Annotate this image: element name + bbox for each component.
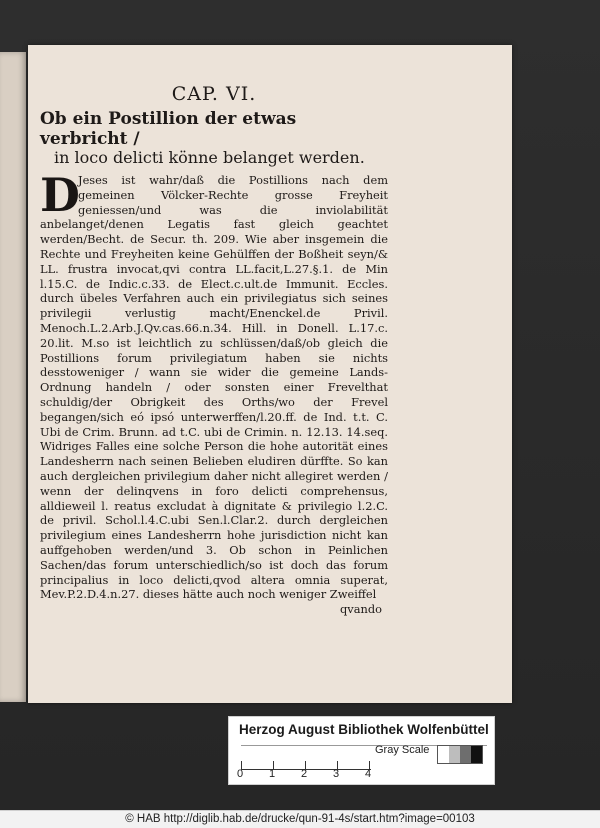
gray-scale-bar [437, 745, 483, 764]
ruler-numbers [237, 768, 387, 782]
body-paragraph [40, 168, 388, 602]
chapter-subheading: in loco delicti könne belanget werden. [54, 148, 365, 167]
ruler-number: 1 [269, 768, 276, 780]
drop-cap: D [40, 168, 80, 222]
gray-scale-label: Gray Scale [375, 744, 430, 756]
chapter-number: CAP. VI. [171, 83, 257, 105]
ruler-number: 3 [333, 768, 340, 780]
page-text-block [40, 83, 388, 616]
copyright-footer: © HAB http://diglib.hab.de/drucke/qun-91-4s/start.htm?image=00103 [0, 810, 600, 828]
ruler-number: 4 [365, 768, 372, 780]
chapter-heading: Ob ein Postillion der etwas verbricht / [40, 109, 297, 149]
library-color-card [228, 716, 495, 785]
library-name: Herzog August Bibliothek Wolfenbüttel [239, 722, 489, 737]
adjacent-page-edge [0, 52, 26, 702]
book-page [28, 45, 512, 703]
catchword: qvando [339, 602, 382, 617]
ruler-number: 0 [237, 768, 244, 780]
body-text: Jeses ist wahr/daß die Postillions nach dem gemeinen Völcker-Rechte grosse Freyheit geniessen/und was die inviolabilität anbelanget/denen Legatis fast gleich geachtet werden/Becht. de Secur. th. 209. Wie aber insgemein die Rechte und Freyheiten keine Gehülffen der Boßheit seyn/& LL. frustra invocat,qvi contra LL.facit,L.27.§.1. de Min l.15.C. de Indic.c.33. de Elect.c.ult.de Immunit. Eccles. durch übeles Verfahren auch ein privilegiatus sich seines privilegii verlustig macht/Enenckel.de Privil. Menoch.L.2.Arb.J.Qv.cas.66.n.34. Hill. in Donell. L.17.c. 20.lit. M.so ist leichtlich zu schlüssen/daß/ob gleich die Postillions forum privilegiatum haben sie nichts desstoweniger / wann sie wider die gemeine Lands-Ordnung handeln / oder sonsten einer Frevelthat schuldig/der Obrigkeit des Orths/wo der Frevel begangen/sich eó ipsó unterwerffen/l.20.ff. de Ind. t.t. C. Ubi de Crim. Brunn. ad t.C. ubi de Crimin. n. 12.13. 14.seq. Widriges Falles eine solche Person die hohe autorität eines Landesherrn nach seinen Belieben eludiren dürffte. So kan auch dergleichen privilegium daher nicht allegiret werden / wenn der delinqvens in foro delicti comprehensus, alldieweil l. reatus excludat à dignitate & privilegio l.2.C. de privil. Schol.l.4.C.ubi Sen.l.Clar.2. durch dergleichen privilegium eines Landesherrn hohe jurisdiction nicht kan auffgehoben werden/und 3. Ob schon in Peinlichen Sachen/das forum unterschiedlich/so ist doch das forum principalius in loco delicti,qvod altera omnia superat, Mev.P.2.D.4.n.27. dieses hätte auch noch weniger Zweiffel [40, 173, 388, 602]
gray-swatch [438, 746, 449, 763]
gray-swatch [471, 746, 482, 763]
gray-swatch [449, 746, 460, 763]
ruler-number: 2 [301, 768, 308, 780]
gray-swatch [460, 746, 471, 763]
